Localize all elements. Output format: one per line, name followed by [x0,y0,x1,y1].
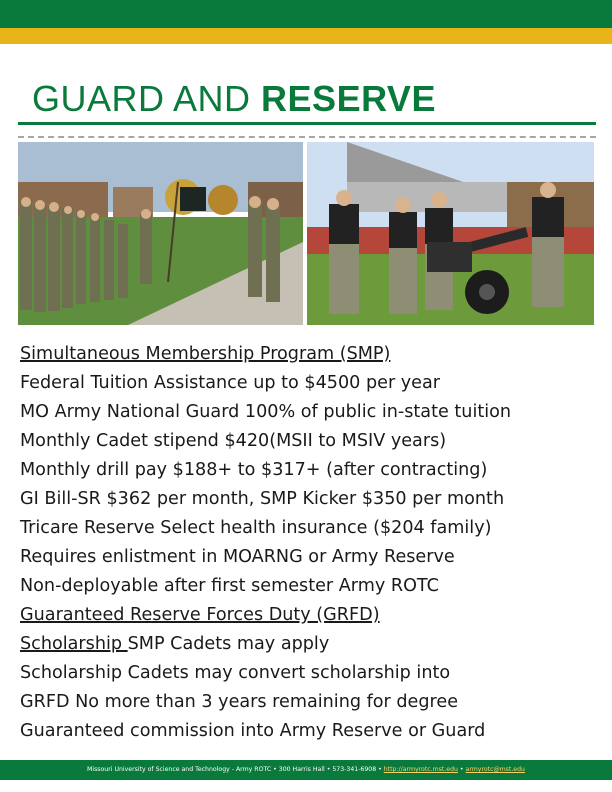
smp-line: Requires enlistment in MOARNG or Army Reserve [20,547,455,567]
smp-line: Monthly drill pay $188+ to $317+ (after contracting) [20,460,488,480]
title-guard: GUARD [32,78,165,119]
grfd-scholarship-label: Scholarship [20,634,128,654]
email-link[interactable]: armyrotc@mst.edu [465,766,525,773]
grfd-sub-text: SMP Cadets may apply [127,634,330,654]
grfd-line: GRFD No more than 3 years remaining for degree [20,692,459,712]
website-link[interactable]: http://armyrotc.mst.edu [383,766,458,773]
smp-line: Monthly Cadet stipend $420(MSII to MSIV years) [20,431,447,451]
smp-line: Tricare Reserve Select health insurance ($204 family) [20,518,492,538]
grfd-subheading [20,630,595,659]
grfd-heading: Guaranteed Reserve Forces Duty (GRFD) [20,605,380,625]
dashed-divider [18,136,596,138]
footer-separator: • [457,766,466,773]
grfd-line: Guaranteed commission into Army Reserve or Guard [20,721,486,741]
smp-line: MO Army National Guard 100% of public in-state tuition [20,402,512,422]
footer-text: Missouri University of Science and Technology - Army ROTC • 300 Harris Hall • 573-341-6908 • [87,766,384,773]
footer-bar [0,760,612,780]
cadets-formation-photo [18,142,303,325]
title-reserve: RESERVE [261,78,436,119]
smp-line: GI Bill-SR $362 per month, SMP Kicker $350 per month [20,489,505,509]
top-green-band [0,0,612,28]
smp-heading: Simultaneous Membership Program (SMP) [20,344,391,364]
top-gold-band [0,28,612,44]
smp-line: Federal Tuition Assistance up to $4500 per year [20,373,441,393]
grfd-line: Scholarship Cadets may convert scholarship into [20,663,451,683]
cadets-howitzer-photo [307,142,594,325]
title-and: AND [164,78,262,119]
smp-line: Non-deployable after first semester Army ROTC [20,576,439,596]
page-title [18,76,596,125]
benefits-content [20,340,595,746]
